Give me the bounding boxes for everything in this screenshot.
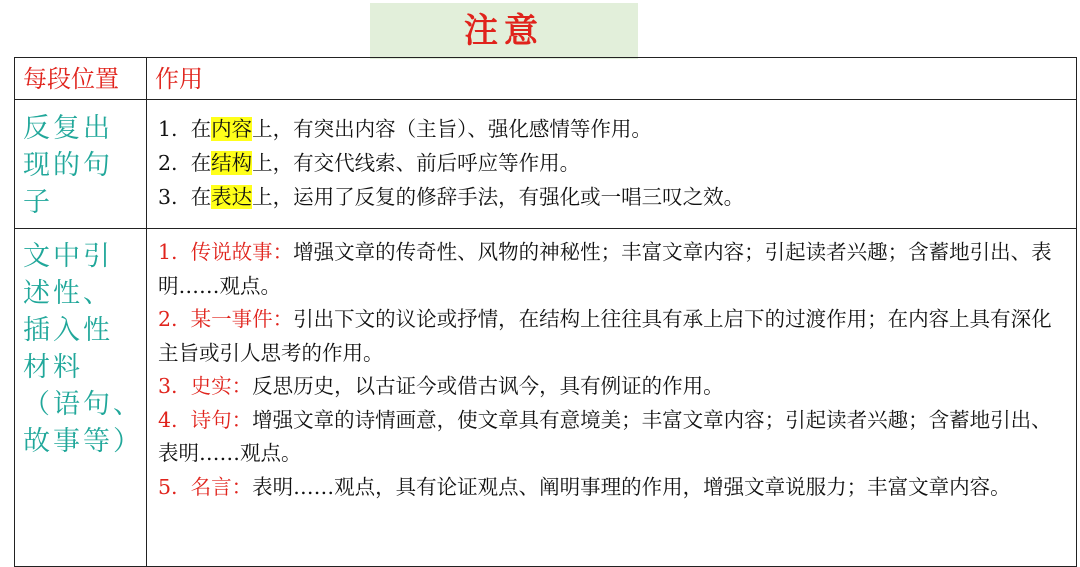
item-number: 2. — [158, 307, 178, 331]
item-text: 增强文章的诗情画意，使文章具有意境美；丰富文章内容；引起读者兴趣；含蓄地引出、表明……观点。 — [158, 407, 1052, 465]
position-line: 反复出 — [23, 113, 113, 144]
row-position-quoted-material — [23, 238, 141, 460]
position-line: 材料 — [23, 352, 83, 383]
item-keyword: 史实： — [190, 374, 253, 398]
function-item — [158, 112, 1063, 146]
item-text: 表明……观点，具有论证观点、阐明事理的作用，增强文章说服力；丰富文章内容。 — [252, 474, 1011, 499]
item-prefix: 在 — [190, 185, 212, 209]
item-number: 3. — [158, 374, 178, 398]
position-line: （语句、 — [23, 389, 143, 420]
row-divider — [15, 228, 1076, 229]
function-item — [158, 236, 1063, 303]
item-text: 引出下文的议论或抒情，在结构上往往具有承上启下的过渡作用；在内容上具有深化主旨或引人思考的作用。 — [158, 307, 1052, 365]
highlight-keyword: 内容 — [211, 117, 253, 141]
item-keyword: 某一事件： — [190, 307, 294, 331]
column-divider — [146, 58, 147, 566]
title-banner — [370, 3, 638, 59]
page-title: 注意 — [464, 11, 544, 51]
row-function-quoted-material — [158, 236, 1063, 504]
function-item — [158, 471, 1063, 505]
item-text: 增强文章的传奇性、风物的神秘性；丰富文章内容；引起读者兴趣；含蓄地引出、表明……观点。 — [158, 240, 1052, 298]
item-prefix: 在 — [190, 117, 212, 141]
item-number: 3. — [158, 185, 178, 209]
row-position-repeated-sentence — [23, 110, 141, 221]
header-position: 每段位置 — [23, 65, 119, 93]
item-keyword: 名言： — [190, 474, 253, 499]
item-number: 1. — [158, 117, 178, 141]
item-number: 2. — [158, 151, 178, 175]
function-item — [158, 180, 1063, 214]
item-keyword: 传说故事： — [190, 240, 294, 264]
position-line: 插入性 — [23, 315, 113, 346]
highlight-keyword: 表达 — [211, 185, 253, 209]
item-number: 4. — [158, 407, 178, 432]
position-line: 故事等） — [23, 426, 143, 457]
item-prefix: 在 — [190, 151, 212, 175]
header-function: 作用 — [155, 65, 203, 93]
position-line: 现的句 — [23, 150, 113, 181]
position-line: 文中引 — [23, 241, 113, 272]
highlight-keyword: 结构 — [211, 151, 253, 175]
item-text: 上，运用了反复的修辞手法，有强化或一唱三叹之效。 — [252, 185, 745, 209]
item-keyword: 诗句： — [190, 407, 253, 432]
position-line: 述性、 — [23, 278, 113, 309]
header-divider — [15, 99, 1076, 100]
item-number: 1. — [158, 240, 178, 264]
item-text: 上，有交代线索、前后呼应等作用。 — [252, 151, 581, 175]
notes-table — [14, 57, 1077, 567]
item-number: 5. — [158, 474, 178, 499]
item-text: 反思历史，以古证今或借古讽今，具有例证的作用。 — [252, 374, 724, 398]
function-item — [158, 303, 1063, 370]
position-line: 子 — [23, 187, 53, 218]
function-item — [158, 146, 1063, 180]
row-function-repeated-sentence — [158, 112, 1063, 214]
item-text: 上，有突出内容（主旨）、强化感情等作用。 — [252, 117, 652, 141]
function-item — [158, 370, 1063, 404]
function-item — [158, 404, 1063, 471]
